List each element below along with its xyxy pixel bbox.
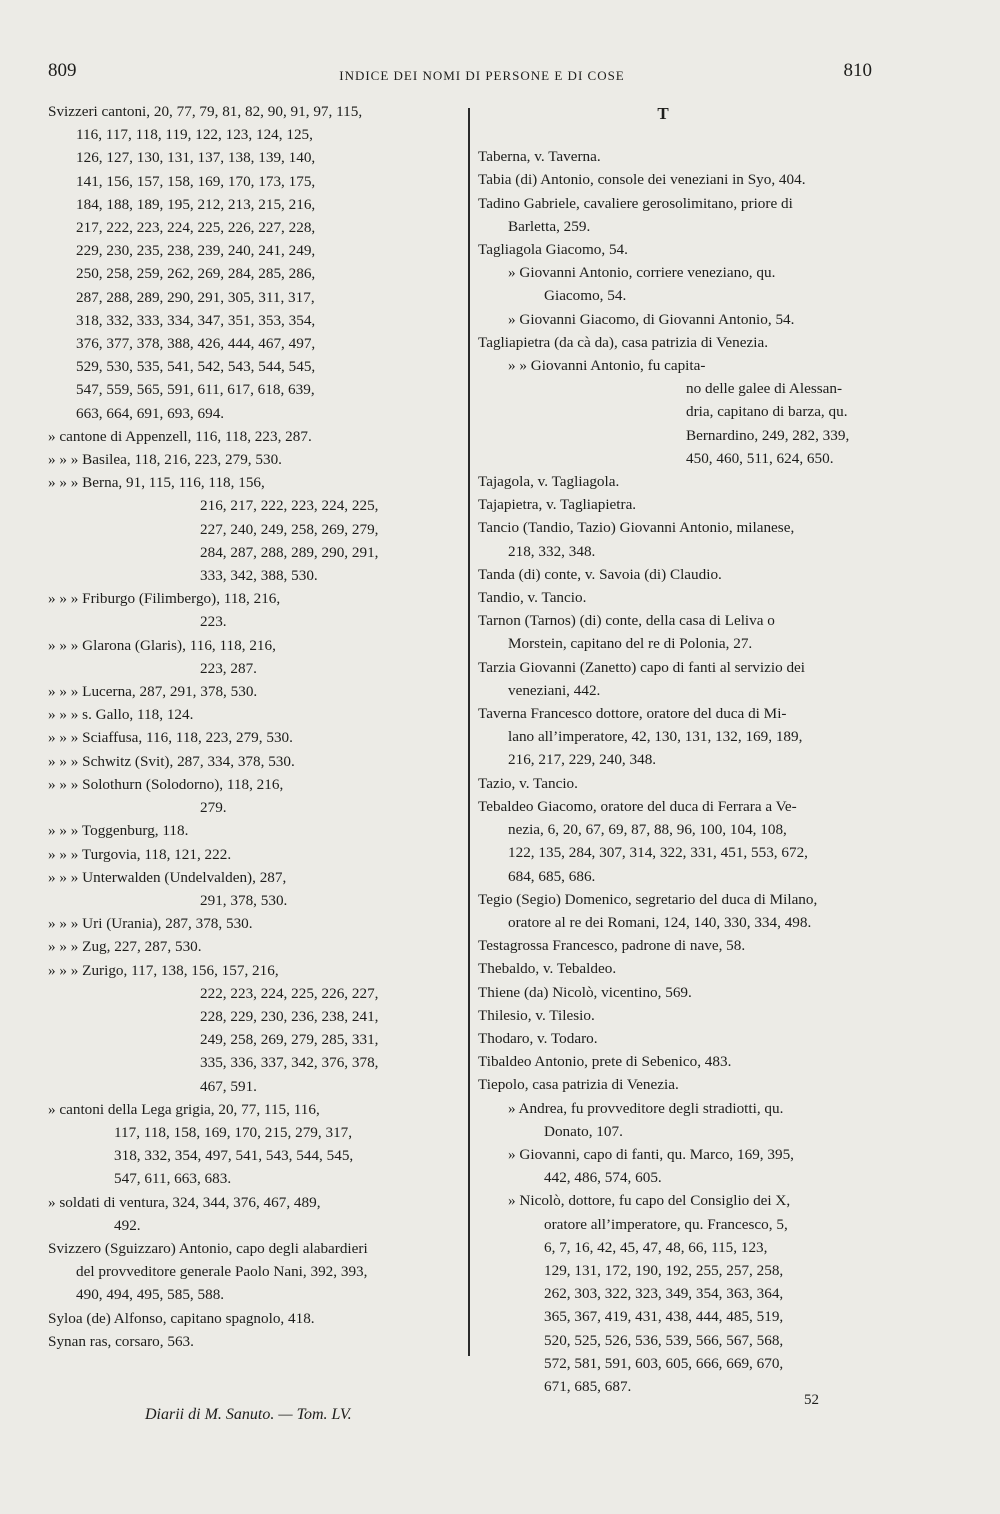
right-page-number: 810 bbox=[843, 60, 872, 81]
index-line: » » » Friburgo (Filimbergo), 118, 216, bbox=[48, 590, 281, 608]
index-line: 129, 131, 172, 190, 192, 255, 257, 258, bbox=[544, 1261, 784, 1279]
index-line: 116, 117, 118, 119, 122, 123, 124, 125, bbox=[76, 126, 313, 144]
index-line: 249, 258, 269, 279, 285, 331, bbox=[200, 1031, 379, 1049]
index-line: » » » s. Gallo, 118, 124. bbox=[48, 706, 194, 724]
index-line: Donato, 107. bbox=[544, 1122, 623, 1140]
index-line: oratore all’imperatore, qu. Francesco, 5, bbox=[544, 1215, 788, 1233]
index-line: » » » Turgovia, 118, 121, 222. bbox=[48, 845, 232, 863]
index-line: » » » Sciaffusa, 116, 118, 223, 279, 530. bbox=[48, 729, 293, 747]
index-line: 547, 559, 565, 591, 611, 617, 618, 639, bbox=[76, 381, 315, 399]
index-line: Tabia (di) Antonio, console dei veneziani in Syo, 404. bbox=[478, 171, 806, 189]
right-column bbox=[478, 100, 878, 1398]
index-line: 547, 611, 663, 683. bbox=[114, 1170, 232, 1188]
index-line: Tadino Gabriele, cavaliere gerosolimitano, priore di bbox=[478, 194, 793, 212]
signature-number: 52 bbox=[804, 1392, 819, 1408]
index-line: 223, 287. bbox=[200, 659, 257, 677]
index-line: Giacomo, 54. bbox=[544, 287, 627, 305]
index-line: » soldati di ventura, 324, 344, 376, 467, 489, bbox=[48, 1193, 321, 1211]
index-line: Bernardino, 249, 282, 339, bbox=[686, 426, 850, 444]
index-line: 287, 288, 289, 290, 291, 305, 311, 317, bbox=[76, 288, 315, 306]
running-title: INDICE DEI NOMI DI PERSONE E DI COSE bbox=[339, 68, 625, 83]
index-line: 250, 258, 259, 262, 269, 284, 285, 286, bbox=[76, 265, 316, 283]
index-line: » Giovanni, capo di fanti, qu. Marco, 169, 395, bbox=[508, 1145, 794, 1163]
index-line: 684, 685, 686. bbox=[508, 867, 596, 885]
index-line: 222, 223, 224, 225, 226, 227, bbox=[200, 984, 379, 1002]
index-line: » cantone di Appenzell, 116, 118, 223, 287. bbox=[48, 427, 312, 445]
index-line: 184, 188, 189, 195, 212, 213, 215, 216, bbox=[76, 195, 316, 213]
left-column bbox=[48, 100, 460, 1353]
index-line: 318, 332, 354, 497, 541, 543, 544, 545, bbox=[114, 1147, 354, 1165]
section-letter: T bbox=[657, 104, 669, 123]
index-line: 492. bbox=[114, 1216, 141, 1234]
index-line: Tanda (di) conte, v. Savoia (di) Claudio. bbox=[478, 565, 722, 583]
index-line: » Nicolò, dottore, fu capo del Consiglio dei X, bbox=[508, 1192, 791, 1210]
index-line: 663, 664, 691, 693, 694. bbox=[76, 404, 225, 422]
index-line: » » » Lucerna, 287, 291, 378, 530. bbox=[48, 683, 258, 701]
index-line: 117, 118, 158, 169, 170, 215, 279, 317, bbox=[114, 1123, 353, 1141]
index-line: » » » Solothurn (Solodorno), 118, 216, bbox=[48, 775, 284, 793]
right-column-entries bbox=[478, 145, 878, 1398]
index-line: Thebaldo, v. Tebaldeo. bbox=[478, 960, 617, 978]
index-line: 467, 591. bbox=[200, 1077, 257, 1095]
index-line: » » » Glarona (Glaris), 116, 118, 216, bbox=[48, 636, 276, 654]
index-line: » Giovanni Giacomo, di Giovanni Antonio, 54. bbox=[508, 310, 795, 328]
index-line: » » » Zurigo, 117, 138, 156, 157, 216, bbox=[48, 961, 279, 979]
index-line: Syloa (de) Alfonso, capitano spagnolo, 418. bbox=[48, 1309, 315, 1327]
index-line: 365, 367, 419, 431, 438, 444, 485, 519, bbox=[544, 1308, 784, 1326]
index-line: Taverna Francesco dottore, oratore del duca di Mi- bbox=[478, 705, 787, 723]
index-line: 442, 486, 574, 605. bbox=[544, 1169, 662, 1187]
index-line: Tarnon (Tarnos) (di) conte, della casa di Leliva o bbox=[478, 612, 775, 630]
index-line: Svizzeri cantoni, 20, 77, 79, 81, 82, 90, 91, 97, 115, bbox=[48, 103, 363, 120]
index-line: 141, 156, 157, 158, 169, 170, 173, 175, bbox=[76, 172, 316, 190]
index-line: Tarzia Giovanni (Zanetto) capo di fanti al servizio dei bbox=[478, 658, 806, 676]
index-line: lano all’imperatore, 42, 130, 131, 132, 169, 189, bbox=[508, 728, 803, 746]
index-line: 529, 530, 535, 541, 542, 543, 544, 545, bbox=[76, 358, 316, 376]
index-line: 122, 135, 284, 307, 314, 322, 331, 451, 553, 672, bbox=[508, 844, 808, 862]
index-line: Tagliagola Giacomo, 54. bbox=[478, 241, 628, 259]
index-line: Tajapietra, v. Tagliapietra. bbox=[478, 496, 637, 514]
index-line: 671, 685, 687. bbox=[544, 1377, 632, 1395]
index-line: 216, 217, 229, 240, 348. bbox=[508, 751, 657, 769]
index-line: 6, 7, 16, 42, 45, 47, 48, 66, 115, 123, bbox=[544, 1238, 768, 1256]
index-line: Tiepolo, casa patrizia di Venezia. bbox=[478, 1076, 679, 1094]
index-line: Thodaro, v. Todaro. bbox=[478, 1029, 598, 1047]
index-line: 218, 332, 348. bbox=[508, 542, 596, 560]
index-line: Tazio, v. Tancio. bbox=[478, 774, 578, 792]
left-page-number: 809 bbox=[48, 60, 77, 81]
index-line: nezia, 6, 20, 67, 69, 87, 88, 96, 100, 104, 108, bbox=[508, 821, 787, 839]
index-line: 450, 460, 511, 624, 650. bbox=[686, 449, 834, 467]
index-line: 217, 222, 223, 224, 225, 226, 227, 228, bbox=[76, 219, 316, 237]
index-line: Thiene (da) Nicolò, vicentino, 569. bbox=[478, 983, 692, 1001]
index-line: Tancio (Tandio, Tazio) Giovanni Antonio, milanese, bbox=[478, 519, 795, 537]
index-line: 291, 378, 530. bbox=[200, 891, 288, 909]
index-line: dria, capitano di barza, qu. bbox=[686, 403, 848, 421]
index-line: 335, 336, 337, 342, 376, 378, bbox=[200, 1054, 379, 1072]
index-line: 284, 287, 288, 289, 290, 291, bbox=[200, 543, 379, 561]
index-line: 228, 229, 230, 236, 238, 241, bbox=[200, 1007, 379, 1025]
index-line: Synan ras, corsaro, 563. bbox=[48, 1332, 194, 1350]
index-line: 318, 332, 333, 334, 347, 351, 353, 354, bbox=[76, 311, 316, 329]
footer-citation: Diarii di M. Sanuto. — Tom. LV. bbox=[145, 1406, 352, 1423]
index-line: » » » Basilea, 118, 216, 223, 279, 530. bbox=[48, 451, 282, 469]
index-line: 216, 217, 222, 223, 224, 225, bbox=[200, 497, 379, 515]
index-line: Thilesio, v. Tilesio. bbox=[478, 1006, 595, 1024]
index-line: oratore al re dei Romani, 124, 140, 330, 334, 498. bbox=[508, 913, 812, 931]
index-line: 223. bbox=[200, 613, 227, 631]
index-line: Tebaldeo Giacomo, oratore del duca di Ferrara a Ve- bbox=[478, 797, 797, 815]
index-line: Tagliapietra (da cà da), casa patrizia di Venezia. bbox=[478, 333, 769, 351]
index-line: » » » Uri (Urania), 287, 378, 530. bbox=[48, 915, 253, 933]
index-line: 333, 342, 388, 530. bbox=[200, 567, 318, 585]
index-line: Barletta, 259. bbox=[508, 217, 591, 235]
index-line: Taberna, v. Taverna. bbox=[478, 148, 601, 166]
index-line: » » » Zug, 227, 287, 530. bbox=[48, 938, 202, 956]
index-line: 376, 377, 378, 388, 426, 444, 467, 497, bbox=[76, 335, 316, 353]
index-line: 279. bbox=[200, 799, 227, 817]
index-line: Tibaldeo Antonio, prete di Sebenico, 483. bbox=[478, 1053, 732, 1071]
index-line: » Giovanni Antonio, corriere veneziano, qu. bbox=[508, 264, 776, 282]
index-line: » » » Schwitz (Svit), 287, 334, 378, 530. bbox=[48, 752, 295, 770]
index-line: Morstein, capitano del re di Polonia, 27. bbox=[508, 635, 753, 653]
index-line: Testagrossa Francesco, padrone di nave, 58. bbox=[478, 937, 746, 955]
index-line: 126, 127, 130, 131, 137, 138, 139, 140, bbox=[76, 149, 316, 167]
index-line: no delle galee di Alessan- bbox=[686, 380, 843, 398]
index-line: 572, 581, 591, 603, 605, 666, 669, 670, bbox=[544, 1354, 784, 1372]
page-header bbox=[0, 60, 1000, 90]
index-line: 262, 303, 322, 323, 349, 354, 363, 364, bbox=[544, 1285, 784, 1303]
index-line: » » » Berna, 91, 115, 116, 118, 156, bbox=[48, 474, 265, 492]
index-line: del provveditore generale Paolo Nani, 392, 393, bbox=[76, 1263, 368, 1281]
index-line: 520, 525, 526, 536, 539, 566, 567, 568, bbox=[544, 1331, 784, 1349]
index-line: veneziani, 442. bbox=[508, 681, 601, 699]
index-line: Tajagola, v. Tagliagola. bbox=[478, 473, 620, 491]
index-line: Tegio (Segio) Domenico, segretario del duca di Milano, bbox=[478, 890, 818, 908]
index-line: 227, 240, 249, 258, 269, 279, bbox=[200, 520, 379, 538]
column-divider bbox=[468, 108, 470, 1356]
index-line: » » » Toggenburg, 118. bbox=[48, 822, 189, 840]
index-line: » » » Unterwalden (Undelvalden), 287, bbox=[48, 868, 287, 886]
index-line: Svizzero (Sguizzaro) Antonio, capo degli alabardieri bbox=[48, 1239, 368, 1257]
index-line: » » Giovanni Antonio, fu capita- bbox=[508, 357, 706, 375]
index-line: 229, 230, 235, 238, 239, 240, 241, 249, bbox=[76, 242, 316, 260]
index-line: 490, 494, 495, 585, 588. bbox=[76, 1286, 225, 1304]
index-line: » Andrea, fu provveditore degli stradiotti, qu. bbox=[508, 1099, 784, 1117]
index-line: » cantoni della Lega grigia, 20, 77, 115, 116, bbox=[48, 1100, 320, 1118]
index-line: Tandio, v. Tancio. bbox=[478, 589, 587, 607]
